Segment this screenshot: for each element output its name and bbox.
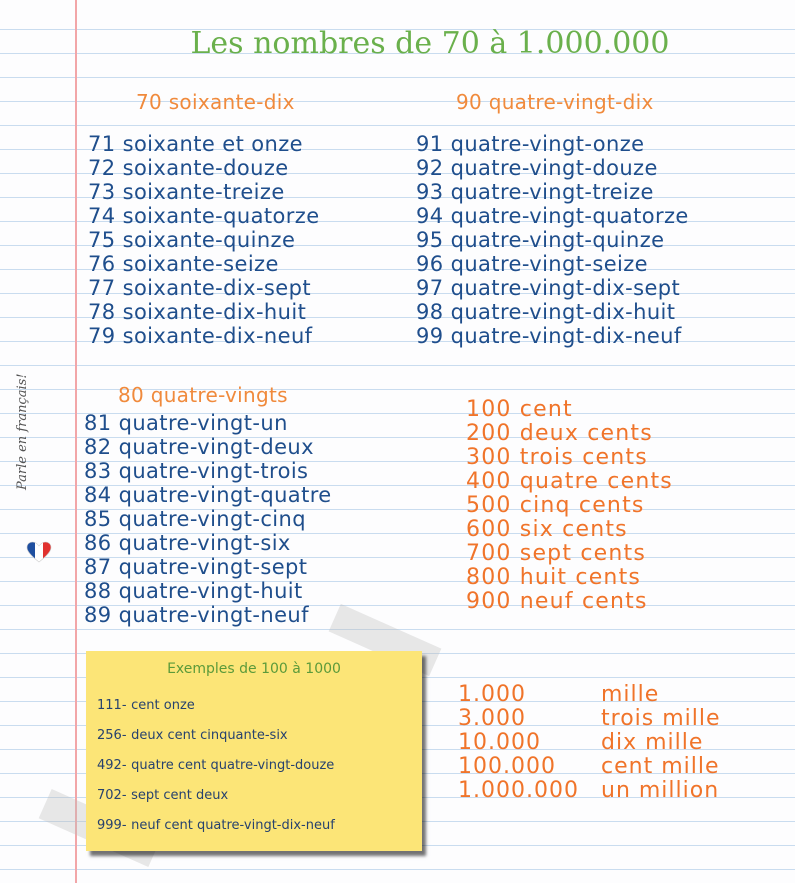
list-hundreds [466,398,673,614]
example-number: 702- [97,788,127,803]
number-item: 92 quatre-vingt-douze [416,156,658,180]
notebook-margin-line [75,0,77,883]
hundred-item: 600 six cents [466,517,628,542]
heading-70: 70 soixante-dix [136,90,295,114]
number-item: 94 quatre-vingt-quatorze [416,204,689,228]
number-item: 89 quatre-vingt-neuf [84,603,309,627]
hundred-item: 500 cinq cents [466,493,645,518]
number-item: 77 soixante-dix-sept [88,276,311,300]
big-number-word: un million [601,778,720,803]
big-number-item [458,755,721,779]
list-70s [88,132,320,348]
number-item: 82 quatre-vingt-deux [84,435,314,459]
example-item [97,721,335,751]
number-item: 87 quatre-vingt-sept [84,555,308,579]
hundred-item: 800 huit cents [466,565,642,590]
big-number-value: 1.000.000 [458,778,579,803]
number-item: 99 quatre-vingt-dix-neuf [416,324,682,348]
big-number-item [458,683,721,707]
heart-france-flag-icon [26,541,52,563]
big-number-value: 3.000 [458,706,526,731]
number-item: 72 soixante-douze [88,156,289,180]
list-80s [84,411,332,627]
example-text: neuf cent quatre-vingt-dix-neuf [131,818,335,833]
number-item: 73 soixante-treize [88,180,285,204]
big-number-word: dix mille [601,730,704,755]
big-number-value: 100.000 [458,754,556,779]
example-number: 492- [97,758,127,773]
number-item: 91 quatre-vingt-onze [416,132,645,156]
big-number-word: mille [601,682,660,707]
example-text: sept cent deux [131,788,229,803]
number-item: 85 quatre-vingt-cinq [84,507,306,531]
number-item: 95 quatre-vingt-quinze [416,228,665,252]
page-title: Les nombres de 70 à 1.000.000 [190,26,670,61]
example-number: 256- [97,728,127,743]
example-number: 111- [97,698,127,713]
hundred-item: 400 quatre cents [466,469,673,494]
example-text: deux cent cinquante-six [131,728,288,743]
big-number-value: 1.000 [458,682,526,707]
number-item: 81 quatre-vingt-un [84,411,288,435]
number-item: 84 quatre-vingt-quatre [84,483,332,507]
number-item: 76 soixante-seize [88,252,279,276]
heading-90: 90 quatre-vingt-dix [456,90,654,114]
number-item: 97 quatre-vingt-dix-sept [416,276,681,300]
number-item: 86 quatre-vingt-six [84,531,291,555]
number-item: 78 soixante-dix-huit [88,300,307,324]
example-item [97,691,335,721]
number-item: 71 soixante et onze [88,132,303,156]
number-item: 88 quatre-vingt-huit [84,579,303,603]
number-item: 79 soixante-dix-neuf [88,324,313,348]
note-title: Exemples de 100 à 1000 [167,661,341,677]
hundred-item: 300 trois cents [466,445,648,470]
sidebar-caption: Parle en français! [15,373,30,490]
example-item [97,811,335,841]
hundred-item: 200 deux cents [466,421,653,446]
number-item: 96 quatre-vingt-seize [416,252,648,276]
big-number-word: trois mille [601,706,721,731]
example-text: cent onze [131,698,195,713]
big-number-item [458,707,721,731]
number-item: 75 soixante-quinze [88,228,296,252]
number-item: 93 quatre-vingt-treize [416,180,654,204]
hundred-item: 100 cent [466,397,573,422]
example-number: 999- [97,818,127,833]
example-text: quatre cent quatre-vingt-douze [131,758,335,773]
sticky-note-examples [86,651,422,851]
hundred-item: 700 sept cents [466,541,647,566]
big-number-word: cent mille [601,754,720,779]
list-90s [416,132,689,348]
big-number-value: 10.000 [458,730,541,755]
number-item: 74 soixante-quatorze [88,204,320,228]
hundred-item: 900 neuf cents [466,589,648,614]
number-item: 83 quatre-vingt-trois [84,459,309,483]
example-item [97,781,335,811]
number-item: 98 quatre-vingt-dix-huit [416,300,676,324]
heading-80: 80 quatre-vingts [118,383,288,407]
example-item [97,751,335,781]
big-number-item [458,731,721,755]
big-number-item [458,779,721,803]
note-list [97,691,335,841]
list-big-numbers [458,683,721,803]
